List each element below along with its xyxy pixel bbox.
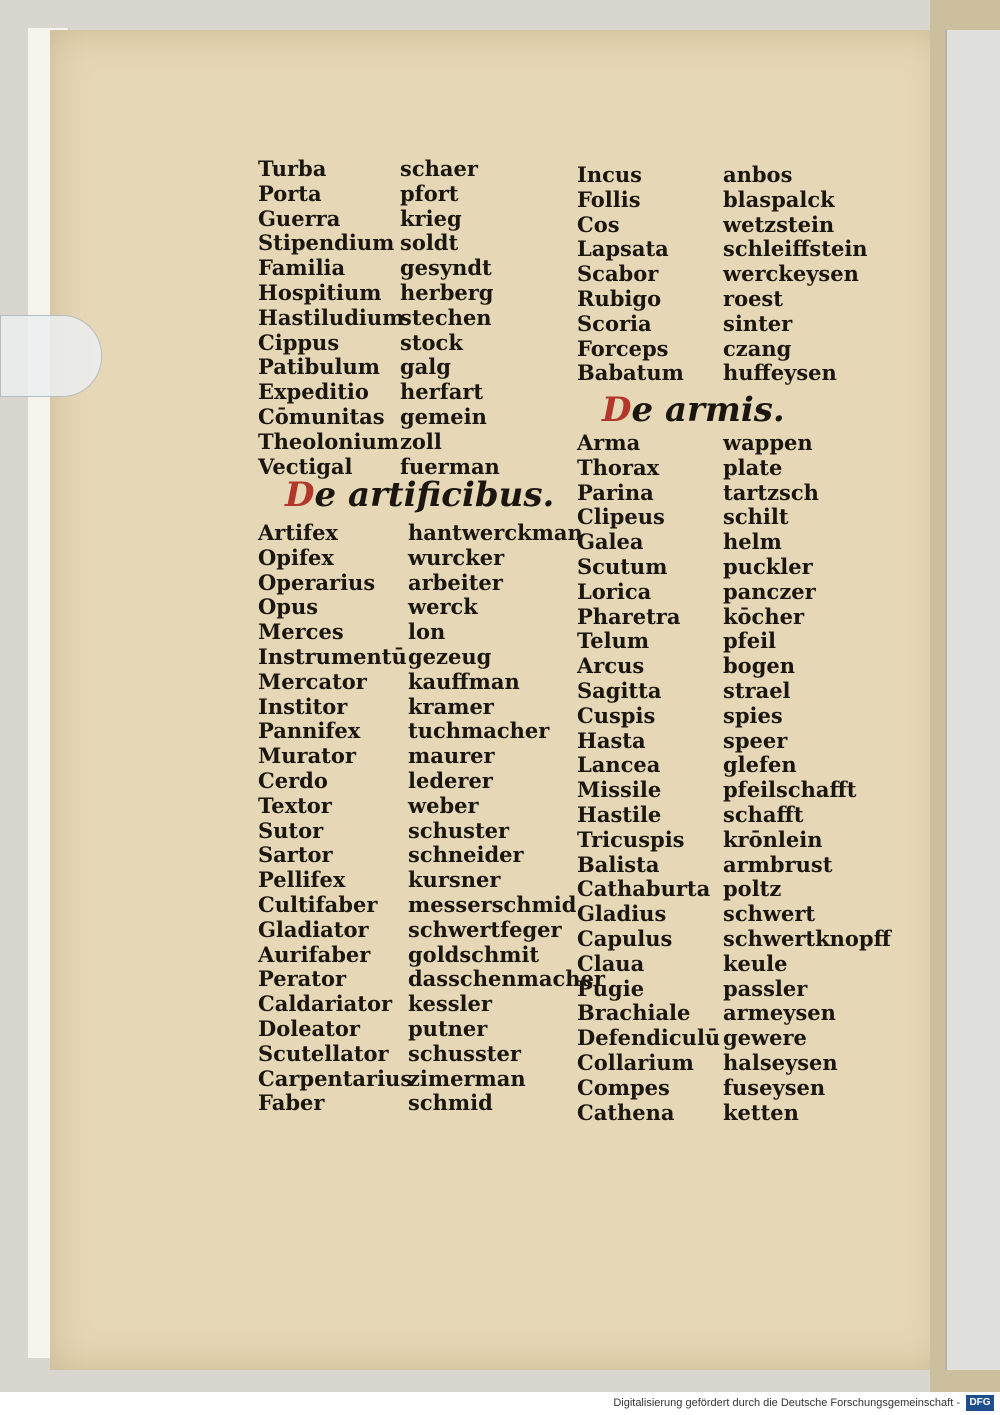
german-term: keule (723, 950, 788, 976)
german-term: schmid (408, 1090, 493, 1116)
latin-term: Hastile (577, 801, 662, 827)
latin-term: Textor (258, 792, 332, 818)
german-term: zimerman (408, 1065, 526, 1091)
latin-term: Artifex (258, 520, 338, 545)
vocab-row (258, 181, 558, 206)
vocab-row (577, 162, 887, 187)
vocab-row (577, 752, 887, 777)
latin-term: Scutellator (258, 1040, 389, 1066)
latin-term: Theolonium (258, 428, 399, 454)
latin-term: Turba (258, 156, 327, 181)
latin-term: Porta (258, 180, 322, 206)
vocab-row (577, 976, 887, 1001)
latin-term: Aurifaber (258, 941, 371, 967)
german-term: herberg (400, 279, 494, 305)
vocab-row (258, 966, 605, 992)
german-term: armbrust (723, 851, 833, 877)
german-term: czang (723, 335, 792, 361)
german-term: soldt (400, 230, 459, 256)
german-term: krieg (400, 205, 462, 231)
german-term: schaer (400, 156, 478, 181)
vocab-row (577, 1100, 887, 1125)
latin-term: Cathaburta (577, 876, 711, 902)
latin-term: Gladius (577, 901, 667, 927)
vocab-row (258, 206, 558, 231)
german-term: puckler (723, 553, 813, 579)
vocab-row (577, 336, 887, 361)
vocab-row (577, 777, 887, 802)
latin-term: Expeditio (258, 379, 369, 405)
latin-term: Hospitium (258, 279, 382, 305)
vocab-row (577, 579, 887, 604)
right-column-bottom-list (577, 430, 891, 1125)
latin-term: Cathena (577, 1099, 675, 1125)
vocab-row (258, 594, 578, 619)
vocab-row (258, 570, 578, 595)
latin-term: Mercator (258, 668, 367, 694)
vocab-row (258, 330, 558, 355)
vocab-row (258, 1066, 578, 1091)
german-term: schuster (408, 817, 510, 843)
german-term: schusster (408, 1040, 521, 1066)
german-term: arbeiter (408, 569, 503, 595)
latin-term: Hasta (577, 727, 646, 753)
latin-term: Galea (577, 529, 644, 555)
german-term: sinter (723, 310, 793, 336)
latin-term: Sutor (258, 817, 324, 843)
german-term: spies (723, 702, 783, 728)
german-term: putner (408, 1015, 488, 1041)
vocab-row (258, 867, 578, 892)
german-term: tartzsch (723, 479, 819, 505)
german-term: schwert (723, 901, 816, 927)
vocab-row (258, 644, 578, 669)
latin-term: Defendiculū (577, 1025, 721, 1051)
german-term: werckeysen (723, 261, 859, 287)
vocab-row (577, 827, 887, 852)
latin-term: Institor (258, 693, 348, 719)
german-term: strael (723, 677, 791, 703)
latin-term: Sagitta (577, 677, 662, 703)
vocab-row (258, 354, 558, 379)
latin-term: Pugie (577, 975, 645, 1001)
latin-term: Vectigal (258, 453, 353, 479)
latin-term: Caldariator (258, 991, 393, 1017)
german-term: anbos (723, 162, 793, 187)
german-term: ketten (723, 1099, 799, 1125)
german-term: galg (400, 354, 451, 380)
german-term: wetzstein (723, 211, 835, 237)
right-column-top-list (577, 162, 887, 385)
latin-term: Scutum (577, 553, 668, 579)
latin-term: Sartor (258, 842, 333, 868)
vocab-row (258, 520, 583, 545)
vocab-row (577, 504, 887, 529)
latin-term: Tricuspis (577, 826, 685, 852)
vocab-row (258, 842, 578, 867)
vocab-row (258, 255, 558, 280)
german-term: schafft (723, 801, 804, 827)
dfg-logo: DFG (966, 1395, 994, 1411)
german-term: halseysen (723, 1049, 838, 1075)
latin-term: Thorax (577, 454, 660, 480)
vocab-row (577, 728, 887, 753)
latin-term: Parina (577, 479, 654, 505)
latin-term: Cos (577, 211, 620, 237)
german-term: gewere (723, 1025, 807, 1051)
vocab-row (258, 694, 578, 719)
vocab-row (577, 261, 887, 286)
latin-term: Merces (258, 619, 344, 645)
vocab-row (577, 925, 891, 951)
vocab-row (577, 529, 887, 554)
german-term: pfort (400, 180, 459, 206)
german-term: schleiffstein (723, 236, 868, 262)
latin-term: Pannifex (258, 718, 361, 744)
latin-term: Follis (577, 186, 641, 212)
german-term: schwertknopff (723, 925, 891, 951)
latin-term: Lancea (577, 752, 661, 778)
latin-term: Missile (577, 777, 662, 803)
heading-initial: D (285, 475, 315, 515)
heading-initial: D (602, 390, 632, 430)
vocab-row (258, 917, 578, 942)
german-term: poltz (723, 876, 782, 902)
latin-term: Capulus (577, 925, 673, 951)
german-term: pfeilschafft (723, 777, 857, 803)
vocab-row (577, 653, 887, 678)
latin-term: Hastiludium (258, 304, 405, 330)
german-term: kauffman (408, 668, 520, 694)
german-term: passler (723, 975, 808, 1001)
vocab-row (258, 892, 578, 917)
vocab-row (258, 379, 558, 404)
vocab-row (258, 1041, 578, 1066)
german-term: stechen (400, 304, 492, 330)
german-term: gesyndt (400, 255, 492, 281)
heading-text: e artificibus. (314, 475, 555, 515)
latin-term: Faber (258, 1090, 325, 1116)
vocab-row (577, 1050, 887, 1075)
vocab-row (577, 951, 887, 976)
latin-term: Forceps (577, 335, 669, 361)
german-term: stock (400, 329, 463, 355)
vocab-row (577, 802, 887, 827)
vocab-row (577, 852, 887, 877)
german-term: schneider (408, 842, 524, 868)
german-term: hantwerckman (408, 520, 583, 545)
german-term: glefen (723, 752, 797, 778)
german-term: schwertfeger (408, 916, 562, 942)
latin-term: Pharetra (577, 603, 681, 629)
latin-term: Cerdo (258, 767, 328, 793)
german-term: helm (723, 529, 782, 555)
vocab-row (577, 703, 887, 728)
german-term: plate (723, 454, 783, 480)
latin-term: Scabor (577, 261, 659, 287)
latin-term: Doleator (258, 1015, 360, 1041)
latin-term: Arcus (577, 653, 645, 679)
latin-term: Cippus (258, 329, 340, 355)
latin-term: Familia (258, 255, 346, 281)
vocab-row (577, 311, 887, 336)
german-term: krōnlein (723, 826, 823, 852)
german-term: panczer (723, 578, 816, 604)
vocab-row (258, 156, 558, 181)
german-term: fuerman (400, 453, 500, 479)
german-term: gezeug (408, 643, 492, 669)
vocab-row (258, 669, 578, 694)
vocab-row (258, 1016, 578, 1041)
vocab-row (577, 678, 887, 703)
german-term: kursner (408, 867, 501, 893)
vocab-row (577, 628, 887, 653)
german-term: lon (408, 619, 446, 645)
german-term: kōcher (723, 603, 805, 629)
vocab-row (577, 430, 887, 455)
vocab-row (577, 901, 887, 926)
heading-de-armis (602, 390, 785, 430)
german-term: werck (408, 594, 478, 620)
german-term: pfeil (723, 628, 777, 654)
german-term: blaspalck (723, 186, 835, 212)
latin-term: Guerra (258, 205, 341, 231)
latin-term: Cuspis (577, 702, 656, 728)
latin-term: Pellifex (258, 867, 346, 893)
latin-term: Cōmunitas (258, 403, 385, 429)
vocab-row (258, 942, 578, 967)
latin-term: Compes (577, 1074, 670, 1100)
latin-term: Lapsata (577, 236, 669, 262)
german-term: schilt (723, 504, 789, 530)
vocab-row (258, 768, 578, 793)
latin-term: Opifex (258, 544, 334, 570)
german-term: dasschenmacher (408, 966, 605, 992)
german-term: fuseysen (723, 1074, 826, 1100)
german-term: goldschmit (408, 941, 540, 967)
left-column-bottom-list (258, 520, 605, 1116)
german-term: herfart (400, 379, 484, 405)
latin-term: Rubigo (577, 285, 662, 311)
vocab-row (258, 545, 578, 570)
heading-text: e armis. (631, 390, 785, 430)
plastic-tab-clip (0, 315, 102, 397)
german-term: zoll (400, 428, 442, 454)
vocab-row (577, 1075, 887, 1100)
left-column-top-list (258, 156, 558, 478)
vocab-row (258, 1090, 578, 1115)
german-term: maurer (408, 743, 495, 769)
vocab-row (258, 743, 578, 768)
latin-term: Patibulum (258, 354, 380, 380)
latin-term: Brachiale (577, 1000, 691, 1026)
vocab-row (577, 286, 887, 311)
vocab-row (577, 455, 887, 480)
vocab-row (577, 604, 887, 629)
vocab-row (577, 554, 887, 579)
latin-term: Incus (577, 162, 642, 187)
footer-credit: Digitalisierung gefördert durch die Deutsche Forschungsgemeinschaft - (613, 1397, 960, 1409)
german-term: messerschmid (408, 891, 577, 917)
latin-term: Cultifaber (258, 891, 378, 917)
vocab-row (258, 619, 578, 644)
german-term: weber (408, 792, 479, 818)
vocab-row (258, 818, 578, 843)
latin-term: Telum (577, 628, 650, 654)
vocab-row (577, 360, 887, 385)
binding-board-right-inner (945, 30, 1000, 1370)
vocab-row (258, 429, 558, 454)
german-term: wappen (723, 430, 813, 455)
latin-term: Stipendium (258, 230, 395, 256)
latin-term: Gladiator (258, 916, 369, 942)
vocab-row (577, 1000, 887, 1025)
german-term: gemein (400, 403, 487, 429)
vocab-row (258, 305, 558, 330)
german-term: huffeysen (723, 360, 837, 386)
latin-term: Arma (577, 430, 641, 455)
vocab-row (258, 793, 578, 818)
latin-term: Claua (577, 950, 645, 976)
vocab-row (577, 212, 887, 237)
vocab-row (258, 230, 558, 255)
latin-term: Scoria (577, 310, 652, 336)
vocab-row (577, 236, 887, 261)
footer-bar (0, 1392, 1000, 1415)
latin-term: Opus (258, 594, 319, 620)
german-term: tuchmacher (408, 718, 550, 744)
heading-de-artificibus (285, 475, 554, 515)
latin-term: Balista (577, 851, 660, 877)
latin-term: Murator (258, 743, 356, 769)
german-term: roest (723, 285, 783, 311)
vocab-row (577, 480, 887, 505)
latin-term: Operarius (258, 569, 376, 595)
vocab-row (258, 404, 558, 429)
vocab-row (577, 876, 887, 901)
german-term: kessler (408, 991, 492, 1017)
german-term: bogen (723, 653, 796, 679)
german-term: speer (723, 727, 788, 753)
latin-term: Perator (258, 966, 347, 992)
vocab-row (258, 280, 558, 305)
german-term: wurcker (408, 544, 505, 570)
vocab-row (577, 187, 887, 212)
german-term: kramer (408, 693, 494, 719)
latin-term: Instrumentū (258, 643, 407, 669)
vocab-row (258, 991, 578, 1016)
vocab-row (577, 1025, 887, 1050)
vocab-row (258, 718, 578, 743)
latin-term: Collarium (577, 1049, 694, 1075)
latin-term: Carpentarius (258, 1065, 413, 1091)
latin-term: Clipeus (577, 504, 665, 530)
latin-term: Lorica (577, 578, 652, 604)
latin-term: Babatum (577, 360, 684, 386)
german-term: lederer (408, 767, 493, 793)
german-term: armeysen (723, 1000, 836, 1026)
